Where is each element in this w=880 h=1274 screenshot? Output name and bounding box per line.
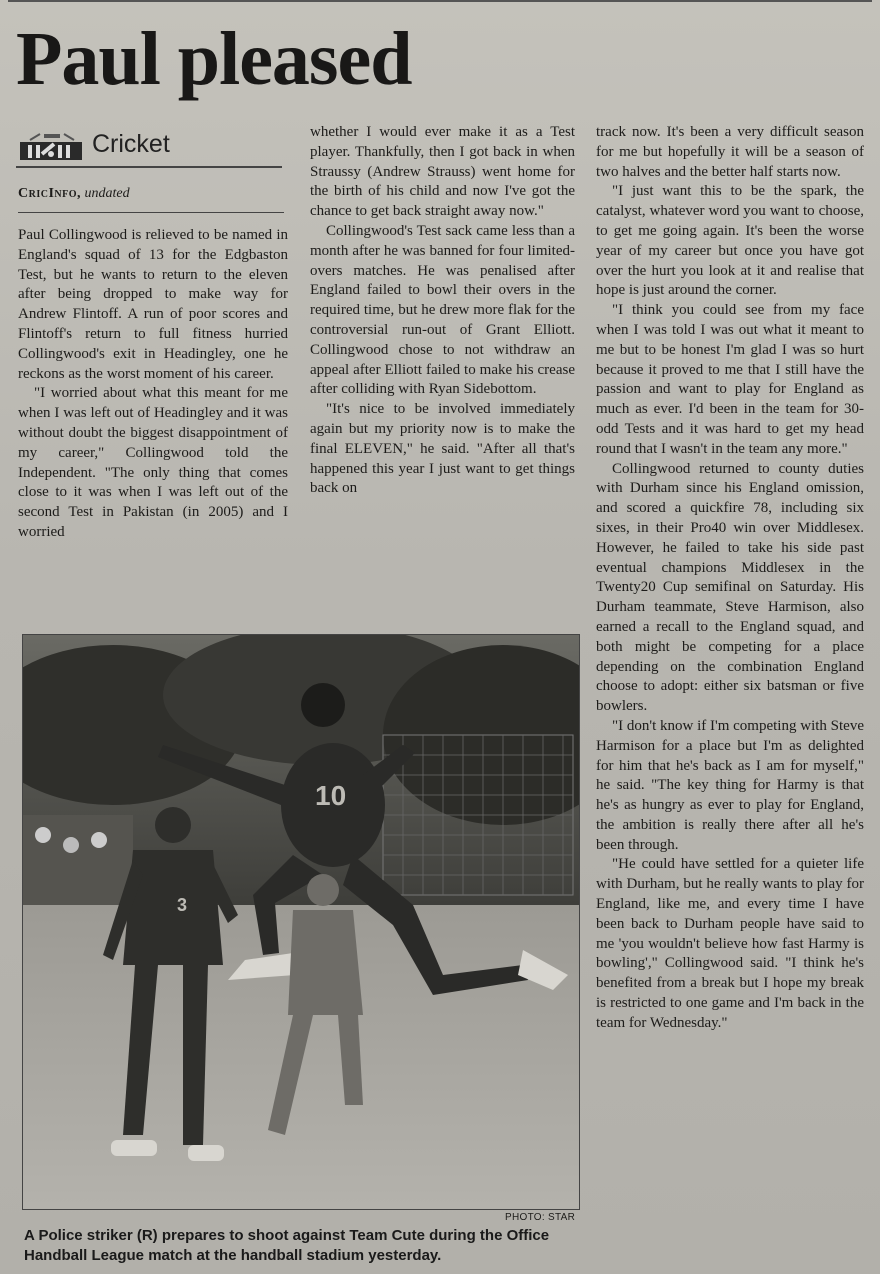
jersey-number-defender: 3: [177, 895, 188, 915]
photo-caption: A Police striker (R) prepares to shoot against Team Cute during the Office Handball League match at the handball stadium yesterday.: [24, 1227, 550, 1264]
paragraph: "I just want this to be the spark, the catalyst, whatever word you want to choose, to get me going again. It's been the worse year of my career but once you have got over the hurt you look at it and realise that hope is just around the corner.: [596, 183, 864, 299]
cricket-logo-icon: [18, 132, 88, 162]
paragraph: Collingwood's Test sack came less than a month after he was banned for four limited-overs matches. He was penalised after England failed to bowl their overs in the required time, but he drew more flak for the controversial run-out of Grant Elliott. Collingwood chose to not withdraw an appeal after Elliott failed to make his crease after colliding with Ryan Sidebottom.: [310, 222, 575, 398]
article-column-2: [310, 123, 575, 499]
photo-credit: PHOTO: STAR: [505, 1212, 576, 1223]
paragraph: "I worried about what this meant for me when I was left out of Headingley and it was without doubt the biggest disappointment of my career," Collingwood told the Independent. "The only thing that comes close to it was when I was left out of the second Test in Pakistan (in 2005) and I worried: [18, 385, 288, 540]
paragraph: "It's nice to be involved immediately again but my priority now is to make the final ELEVEN," he said. "After all that's happened this year I just want to get things back on: [310, 401, 575, 497]
section-label: Cricket: [92, 130, 170, 158]
paragraph: Paul Collingwood is relieved to be named in England's squad of 13 for the Edgbaston Test, but he wants to return to the eleven after being dropped to make way for Andrew Flintoff. A run of poor scores and Flintoff's return to full fitness hurried Collingwood's exit in Headingley, one he reckons as the worst moment of his career.: [18, 227, 288, 382]
handball-photo-illustration: [23, 635, 579, 1209]
byline-source: CricInfo,: [18, 186, 82, 201]
top-rule: [8, 0, 872, 2]
jersey-number-striker: 10: [315, 780, 347, 811]
paragraph: whether I would ever make it as a Test player. Thankfully, then I got back in when Straussy (Andrew Strauss) went home for the birth of his child and now I've got the chance to get back straight away now.": [310, 124, 575, 220]
paragraph: "He could have settled for a quieter life with Durham, but he really wants to play for England, like me, and every time I have been back to Durham people have said to me 'you wouldn't believe how fast Harmy is bowling'," Collingwood said. "I think he's benefited from a break but I hope my break is restricted to one game and I'm back in the team for Wednesday.": [596, 856, 864, 1031]
byline-date: undated: [84, 186, 130, 201]
byline: [18, 186, 284, 213]
article-column-1: [18, 226, 288, 543]
paragraph: "I think you could see from my face when I was told I was out what it meant to me but to be honest I'm glad I was so hurt because it proved to me that I still have the passion and want to play for England as much as ever. I'd been in the team for 30-odd Tests and it was hard to get my head round that I wasn't in the team any more.": [596, 302, 864, 457]
article-column-3: [596, 123, 864, 1273]
headline: Paul pleased: [16, 17, 412, 101]
paragraph: track now. It's been a very difficult season for me but hopefully it will be a season of two halves and the better half starts now.: [596, 124, 864, 180]
section-header: [16, 128, 282, 168]
paragraph: Collingwood returned to county duties with Durham since his England omission, and scored a quickfire 78, including six sixes, in their Pro40 win over Middlesex. However, he failed to take his side past eventual champions Middlesex in the Twenty20 Cup semifinal on Saturday. His Durham teammate, Steve Harmison, also earned a recall to the England squad, and both might be competing for a place depending on the combination England choose to adopt: either six batsman or five bowlers.: [596, 460, 864, 715]
paragraph: "I don't know if I'm competing with Steve Harmison for a place but I'm as delighted for him that he's back as I am for myself," he said. "The key thing for Harmy is that he's as hungry as ever to play for England, the ambition is really there after all he's been through.: [596, 717, 864, 853]
handball-photo: [22, 634, 580, 1210]
